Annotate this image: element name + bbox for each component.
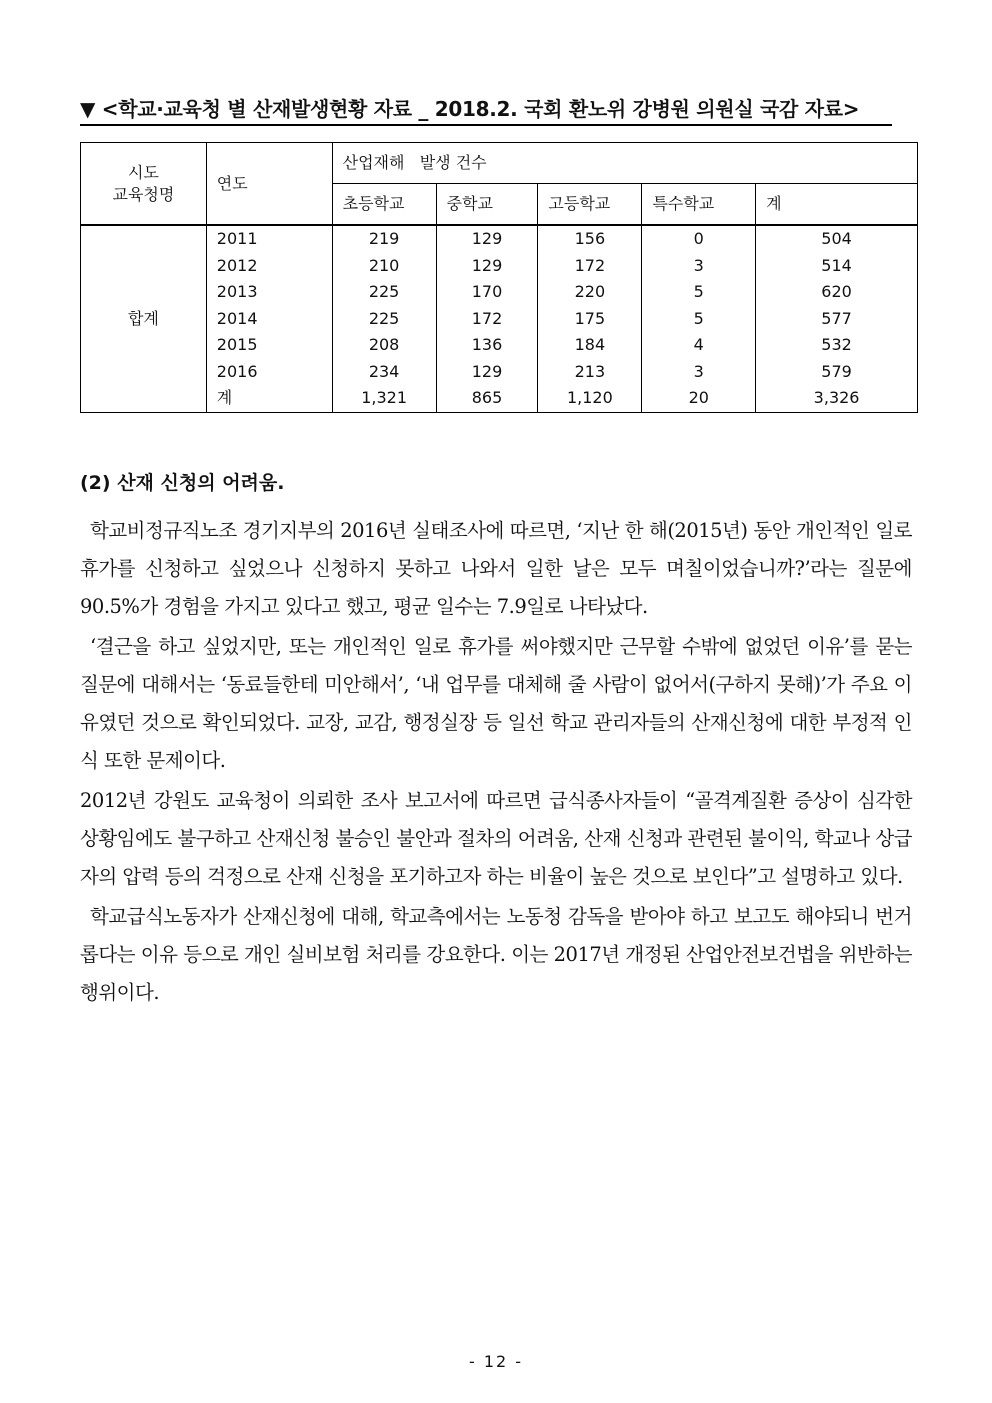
body-text <box>80 512 912 1014</box>
paragraph: 학교급식노동자가 산재신청에 대해, 학교측에서는 노동청 감독을 받아야 하고 보고도 해야되니 번거롭다는 이유 등으로 개인 실비보험 처리를 강요한다. 이는 2017년 개정된 산업안전보건법을 위반하는 행위이다. <box>80 905 912 1004</box>
header-col-special: 특수학교 <box>642 184 756 226</box>
value-cell: 175 <box>538 306 642 333</box>
page-number: - 12 - <box>468 1352 524 1371</box>
header-col-total: 계 <box>756 184 918 226</box>
header-year: 연도 <box>206 143 332 226</box>
table-row <box>81 279 918 306</box>
value-cell: 3,326 <box>756 385 918 412</box>
value-cell: 129 <box>436 253 538 280</box>
header-col-middle: 중학교 <box>436 184 538 226</box>
value-cell: 20 <box>642 385 756 412</box>
value-cell: 1,120 <box>538 385 642 412</box>
table-row <box>81 225 918 253</box>
value-cell: 210 <box>332 253 436 280</box>
year-cell: 2015 <box>206 332 332 359</box>
value-cell: 156 <box>538 225 642 253</box>
value-cell: 225 <box>332 306 436 333</box>
value-cell: 577 <box>756 306 918 333</box>
value-cell: 172 <box>436 306 538 333</box>
value-cell: 504 <box>756 225 918 253</box>
value-cell: 208 <box>332 332 436 359</box>
paragraph: ‘결근을 하고 싶었지만, 또는 개인적인 일로 휴가를 써야했지만 근무할 수밖에 없었던 이유’를 묻는 질문에 대해서는 ‘동료들한테 미안해서’, ‘내 업무를 대체해 줄 사람이 없어서(구하지 못해)’가 주요 이유였던 것으로 확인되었다. 교장, 교감, 행정실장 등 일선 학교 관리자들의 산재신청에 대한 부정적 인식 또한 문제이다. <box>80 635 912 772</box>
year-cell: 2014 <box>206 306 332 333</box>
header-col-high: 고등학교 <box>538 184 642 226</box>
header-group: 산업재해 발생 건수 <box>332 143 917 184</box>
value-cell: 5 <box>642 279 756 306</box>
value-cell: 136 <box>436 332 538 359</box>
value-cell: 620 <box>756 279 918 306</box>
header-col-elementary: 초등학교 <box>332 184 436 226</box>
section-title: (2) 산재 신청의 어려움. <box>80 472 285 494</box>
year-cell: 2011 <box>206 225 332 253</box>
year-cell: 2016 <box>206 359 332 386</box>
value-cell: 213 <box>538 359 642 386</box>
table-row <box>81 359 918 386</box>
value-cell: 1,321 <box>332 385 436 412</box>
paragraph: 2012년 강원도 교육청이 의뢰한 조사 보고서에 따르면 급식종사자들이 “골격계질환 증상이 심각한 상황임에도 불구하고 산재신청 불승인 불안과 절차의 어려움, 산재 신청과 관련된 불이익, 학교나 상급자의 압력 등의 걱정으로 산재 신청을 포기하고자 하는 비율이 높은 것으로 보인다”고 설명하고 있다. <box>80 789 912 888</box>
value-cell: 184 <box>538 332 642 359</box>
value-cell: 4 <box>642 332 756 359</box>
paragraph: 학교비정규직노조 경기지부의 2016년 실태조사에 따르면, ‘지난 한 해(2015년) 동안 개인적인 일로 휴가를 신청하고 싶었으나 신청하지 못하고 나와서 일한 날은 모두 며칠이었습니까?’라는 질문에 90.5%가 경험을 가지고 있다고 했고, 평균 일수는 7.9일로 나타났다. <box>80 519 912 618</box>
table-row <box>81 332 918 359</box>
value-cell: 129 <box>436 359 538 386</box>
table-row-total <box>81 385 918 412</box>
table-row <box>81 306 918 333</box>
value-cell: 225 <box>332 279 436 306</box>
table-caption: ▼ <학교·교육청 별 산재발생현황 자료 _ 2018.2. 국회 환노위 강병원 의원실 국감 자료> <box>80 96 892 126</box>
value-cell: 579 <box>756 359 918 386</box>
value-cell: 514 <box>756 253 918 280</box>
year-cell: 2013 <box>206 279 332 306</box>
year-cell: 계 <box>206 385 332 412</box>
accident-stats-table <box>80 142 918 413</box>
year-cell: 2012 <box>206 253 332 280</box>
value-cell: 170 <box>436 279 538 306</box>
value-cell: 172 <box>538 253 642 280</box>
value-cell: 234 <box>332 359 436 386</box>
value-cell: 219 <box>332 225 436 253</box>
table-row <box>81 253 918 280</box>
region-cell: 합계 <box>81 225 207 412</box>
value-cell: 129 <box>436 225 538 253</box>
header-region: 시도 교육청명 <box>81 143 207 226</box>
value-cell: 0 <box>642 225 756 253</box>
value-cell: 5 <box>642 306 756 333</box>
value-cell: 532 <box>756 332 918 359</box>
value-cell: 3 <box>642 253 756 280</box>
value-cell: 865 <box>436 385 538 412</box>
value-cell: 3 <box>642 359 756 386</box>
value-cell: 220 <box>538 279 642 306</box>
